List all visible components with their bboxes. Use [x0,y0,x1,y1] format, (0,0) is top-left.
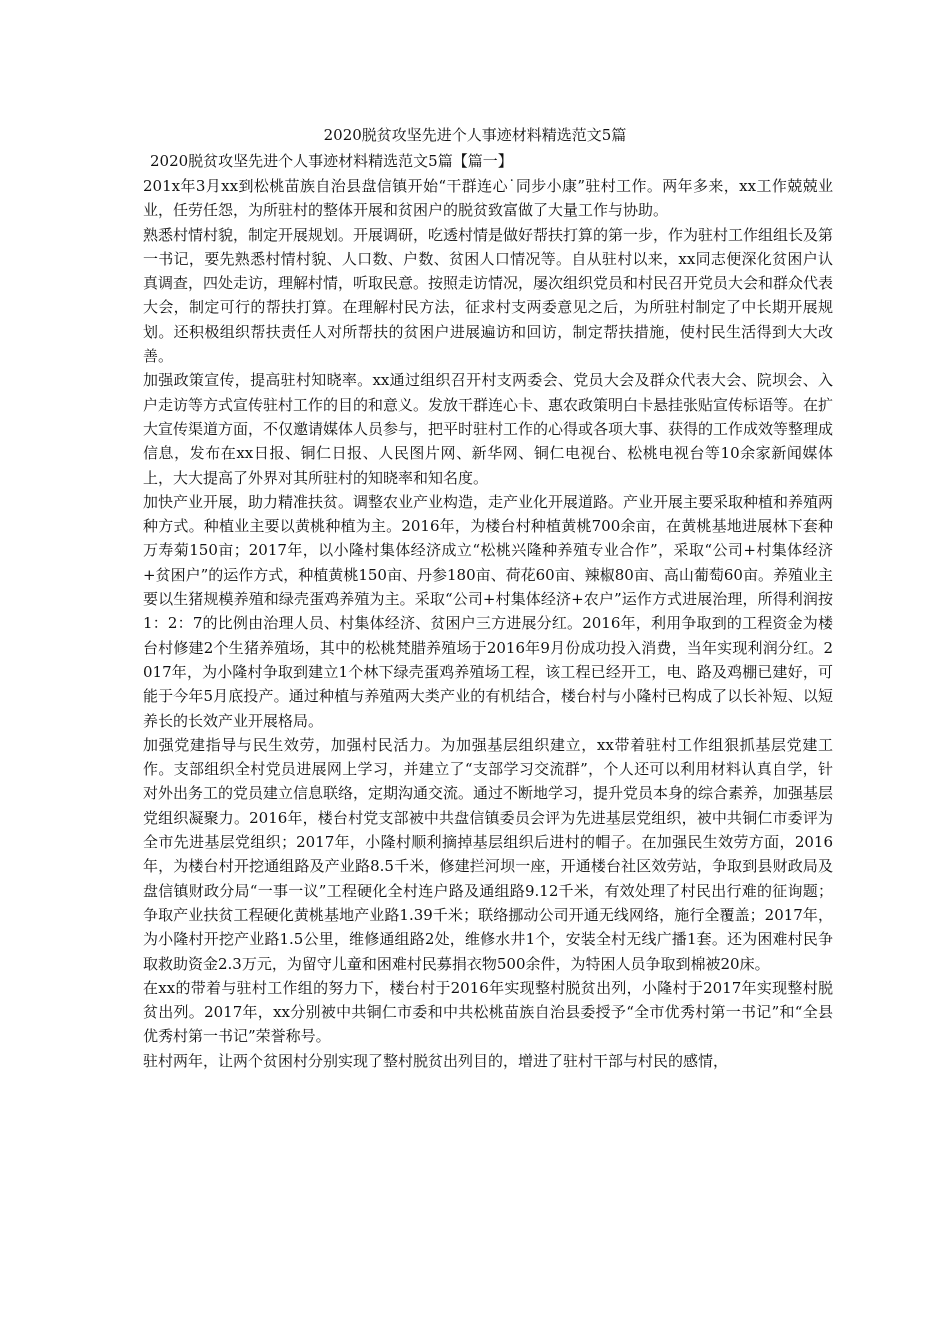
paragraph-planning: 熟悉村情村貌，制定开展规划。开展调研，吃透村情是做好帮扶打算的第一步，作为驻村工作组组长及第一书记，要先熟悉村情村貌、人口数、户数、贫困人口情况等。自从驻村以来，xx同志便深化贫困户认真调查，四处走访，理解村情，听取民意。按照走访情况，屡次组织党员和村民召开党员大会和群众代表大会，制定可行的帮扶打算。在理解村民方法，征求村支两委意见之后，为所驻村制定了中长期开展规划。还积极组织帮扶责任人对所帮扶的贫困户进展遍访和回访，制定帮扶措施，使村民生活得到大大改善。 [143,225,834,366]
paragraph-industry: 加快产业开展，助力精准扶贫。调整农业产业构造，走产业化开展道路。产业开展主要采取种植和养殖两种方式。种植业主要以黄桃种植为主。2016年，为楼台村种植黄桃700余亩，在黄桃基地进展林下套种万寿菊150亩；2017年，以小隆村集体经济成立“松桃兴隆种养殖专业合作”，采取“公司+村集体经济+贫困户”的运作方式，种植黄桃150亩、丹参180亩、荷花60亩、辣椒80亩、高山葡萄60亩。养殖业主要以生猪规模养殖和绿壳蛋鸡养殖为主。采取“公司+村集体经济+农户”运作方式进展治理，所得利润按1：2：7的比例由治理人员、村集体经济、贫困户三方进展分红。2016年，利用争取到的工程资金为楼台村修建2个生猪养殖场，其中的松桃梵腊养殖场于2016年9月份成功投入消费，当年实现利润分红。2017年，为小隆村争取到建立1个林下绿壳蛋鸡养殖场工程，该工程已经开工，电、路及鸡棚已建好，可能于今年5月底投产。通过种植与养殖两大类产业的有机结合，楼台村与小隆村已构成了以长补短、以短养长的长效产业开展格局。 [143,492,834,730]
paragraph-intro: 201x年3月xx到松桃苗族自治县盘信镇开始“干群连心˙同步小康”驻村工作。两年多来，xx工作兢兢业业，任劳任怨，为所驻村的整体开展和贫困户的脱贫致富做了大量工作与协助。 [143,177,833,220]
document-title: 2020脱贫攻坚先进个人事迹材料精选范文5篇 [323,126,627,144]
paragraph-achievements: 在xx的带着与驻村工作组的努力下，楼台村于2016年实现整村脱贫出列，小隆村于2017年实现整村脱贫出列。2017年，xx分别被中共铜仁市委和中共松桃苗族自治县委授予“全市优秀村第一书记”和“全县优秀村第一书记”荣誉称号。 [143,978,833,1046]
document-subtitle: 2020脱贫攻坚先进个人事迹材料精选范文5篇【篇一】 [150,152,513,170]
paragraph-conclusion: 驻村两年，让两个贫困村分别实现了整村脱贫出列目的，增进了驻村干部与村民的感情， [143,1051,729,1070]
paragraph-party-building: 加强党建指导与民生效劳，加强村民活力。为加强基层组织建立，xx带着驻村工作组狠抓基层党建工作。支部组织全村党员进展网上学习，并建立了“支部学习交流群”，个人还可以利用材料认真自学，针对外出务工的党员建立信息联络，定期沟通交流。通过不断地学习，提升党员本身的综合素养，加强基层党组织凝聚力。2016年，楼台村党支部被中共盘信镇委员会评为先进基层党组织，被中共铜仁市委评为全市先进基层党组织；2017年，小隆村顺利摘掉基层组织后进村的帽子。在加强民生效劳方面，2016年，为楼台村开挖通组路及产业路8.5千米，修建拦河坝一座，开通楼台社区效劳站，争取到县财政局及盘信镇财政分局“一事一议”工程硬化全村连户路及通组路9.12千米，有效处理了村民出行难的征询题；争取产业扶贫工程硬化黄桃基地产业路1.39千米；联络挪动公司开通无线网络，施行全覆盖；2017年，为小隆村开挖产业路1.5公里，维修通组路2处，维修水井1个，安装全村无线广播1套。还为困难村民争取救助资金2.3万元，为留守儿童和困难村民募捐衣物500余件，为特困人员争取到棉被20床。 [143,735,834,973]
paragraph-publicity: 加强政策宣传，提高驻村知晓率。xx通过组织召开村支两委会、党员大会及群众代表大会、院坝会、入户走访等方式宣传驻村工作的目的和意义。发放干群连心卡、惠农政策明白卡悬挂张贴宣传标语等。在扩大宣传渠道方面，不仅邀请媒体人员参与，把平时驻村工作的心得或各项大事、获得的工作成效等整理成信息，发布在xx日报、铜仁日报、人民图片网、新华网、铜仁电视台、松桃电视台等10余家新闻媒体上，大大提高了外界对其所驻村的知晓率和知名度。 [143,371,834,487]
document-body [143,174,833,1073]
